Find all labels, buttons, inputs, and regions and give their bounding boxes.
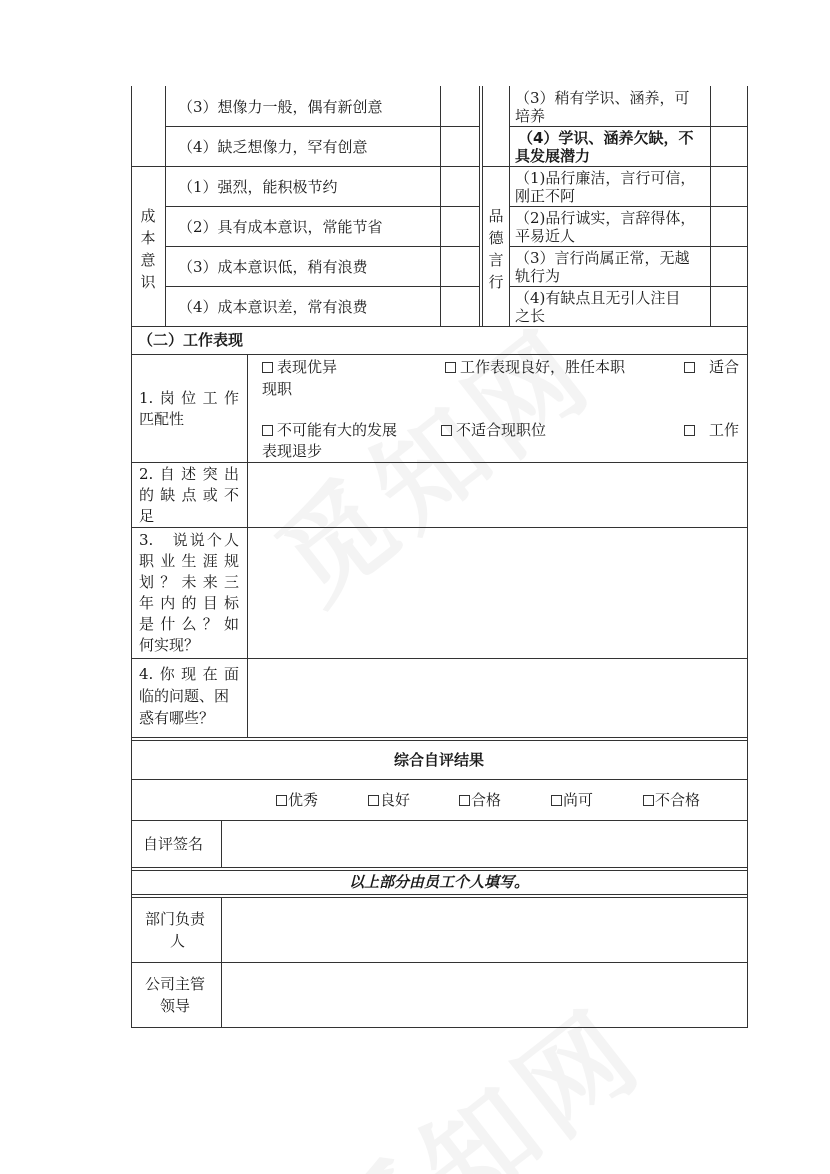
self-sign-field[interactable]	[223, 822, 746, 866]
moral-item-3-line2: 轨行为	[515, 267, 561, 285]
q4-answer-area[interactable]	[249, 660, 746, 736]
moral-item-4-line1: （4)有缺点且无引人注目	[515, 289, 681, 307]
dept-head-label-line1: 部门负责	[145, 910, 206, 928]
summary-option-fair[interactable]: 尚可	[551, 790, 593, 810]
q3-label-line4: 年内的目标	[139, 594, 239, 612]
q2-label-line3: 足	[139, 507, 155, 525]
company-leader-label-line1: 公司主管	[145, 975, 206, 993]
checkbox-icon[interactable]	[684, 362, 695, 373]
moral-item-4-line2: 之长	[515, 307, 546, 325]
cost-item-1: （1）强烈，能积极节约	[178, 178, 338, 196]
checkbox-icon[interactable]	[262, 362, 273, 373]
moral-item-1-line1: （1)品行廉洁，言行可信，	[515, 169, 696, 187]
checkbox-icon[interactable]	[276, 795, 287, 806]
cost-awareness-label: 成本意识	[140, 207, 156, 291]
q1-label-line1: 1.岗位工作	[139, 389, 239, 407]
cost-item-3: （3）成本意识低，稍有浪费	[178, 258, 368, 276]
company-leader-field[interactable]	[223, 964, 746, 1026]
cost-item-4: （4）成本意识差，常有浪费	[178, 298, 368, 316]
knowledge-item-3-line2: 培养	[515, 107, 546, 125]
checkbox-icon[interactable]	[551, 795, 562, 806]
checkbox-icon[interactable]	[684, 425, 695, 436]
q3-label-line3: 划？未来三	[139, 573, 239, 591]
checkbox-icon[interactable]	[445, 362, 456, 373]
knowledge-item-3-line1: （3）稍有学识、涵养，可	[515, 89, 690, 107]
dept-head-field[interactable]	[223, 899, 746, 961]
creativity-item-4: （4）缺乏想像力，罕有创意	[178, 138, 368, 156]
q2-label-line2: 的缺点或不	[139, 486, 239, 504]
moral-item-2-line1: （2)品行诚实，言辞得体，	[515, 209, 696, 227]
checkbox-icon[interactable]	[643, 795, 654, 806]
checkbox-icon[interactable]	[459, 795, 470, 806]
q1-option-regress[interactable]: 工作	[684, 420, 739, 440]
q1-label-line2: 匹配性	[139, 410, 185, 428]
q4-label-line1: 4.你现在面	[139, 665, 239, 683]
checkbox-icon[interactable]	[368, 795, 379, 806]
cost-item-2: （2）具有成本意识，常能节省	[178, 218, 383, 236]
dept-head-label-line2: 人	[170, 932, 186, 950]
work-performance-title: （二）工作表现	[138, 331, 244, 349]
q3-label-line5: 是什么？如	[139, 615, 239, 633]
q4-label-line2: 临的问题、困	[139, 687, 230, 705]
q4-label-line3: 惑有哪些？	[139, 709, 215, 727]
summary-option-excellent[interactable]: 优秀	[276, 790, 318, 810]
q2-answer-area[interactable]	[249, 464, 746, 526]
q3-label-line6: 何实现？	[139, 636, 200, 654]
checkbox-icon[interactable]	[441, 425, 452, 436]
summary-title: 综合自评结果	[393, 751, 484, 769]
knowledge-item-4-line1: （4）学识、涵养欠缺，不	[518, 129, 694, 147]
summary-option-good[interactable]: 良好	[368, 790, 410, 810]
knowledge-item-4-line2: 具发展潜力	[515, 147, 591, 165]
company-leader-label-line2: 领导	[160, 997, 191, 1015]
q2-label-line1: 2.自述突出	[139, 465, 239, 483]
employee-fill-note: 以上部分由员工个人填写。	[348, 873, 529, 891]
q1-option-no-growth[interactable]: 不可能有大的发展	[262, 420, 397, 440]
q3-label-line1: 3. 说说个人	[139, 531, 239, 549]
summary-option-pass[interactable]: 合格	[459, 790, 501, 810]
q1-option-regress-cont: 表现退步	[262, 442, 323, 460]
self-sign-label: 自评签名	[143, 835, 204, 853]
moral-item-3-line1: （3）言行尚属正常，无越	[515, 249, 690, 267]
moral-item-1-line2: 刚正不阿	[515, 187, 576, 205]
creativity-item-3: （3）想像力一般，偶有新创意	[178, 98, 383, 116]
q1-option-excellent[interactable]: 表现优异	[262, 357, 337, 377]
moral-conduct-label: 品德言行	[488, 207, 504, 291]
q3-answer-area[interactable]	[249, 529, 746, 657]
moral-item-2-line2: 平易近人	[515, 227, 576, 245]
q1-option-suitable[interactable]: 适合	[684, 357, 739, 377]
q3-label-line2: 职业生涯规	[139, 552, 239, 570]
q1-option-suitable-cont: 现职	[262, 380, 293, 398]
q1-option-not-suitable[interactable]: 不适合现职位	[441, 420, 546, 440]
q1-option-good[interactable]: 工作表现良好，胜任本职	[445, 357, 625, 377]
summary-option-fail[interactable]: 不合格	[643, 790, 700, 810]
checkbox-icon[interactable]	[262, 425, 273, 436]
